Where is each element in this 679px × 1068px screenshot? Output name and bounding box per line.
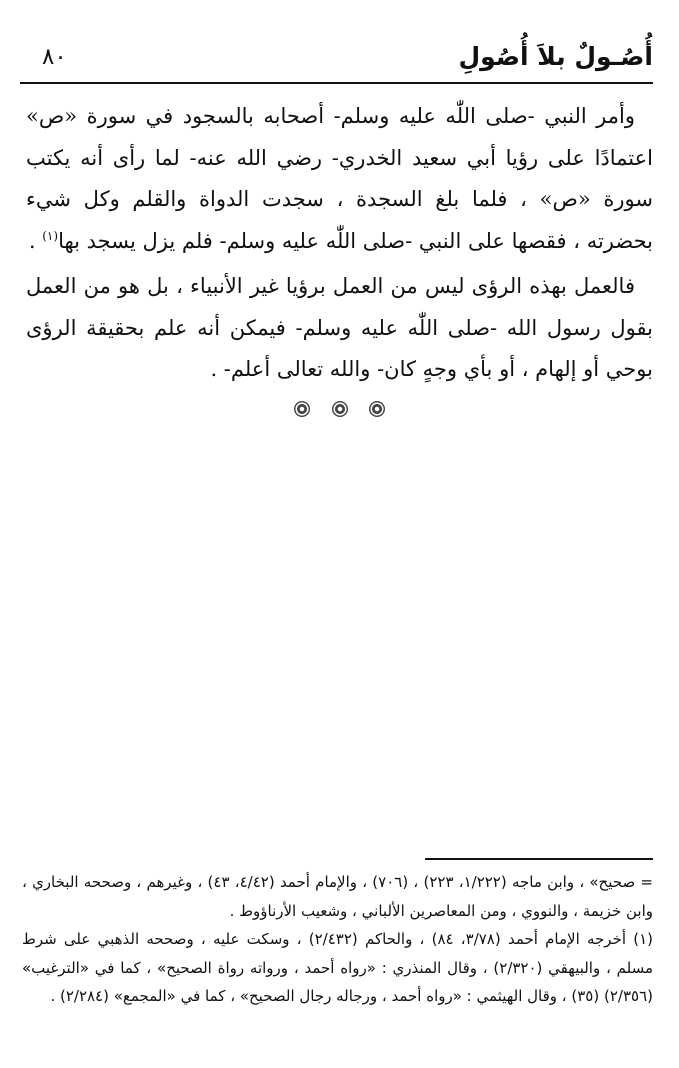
paragraph: [26, 96, 653, 262]
paragraph-text: وأمر النبي -صلى اللّٰه عليه وسلم- أصحابه بالسجود في سورة «ص» اعتمادًا على رؤيا أبي سعيد الخدري- رضي الله عنه- لما رأى أنه يكتب سورة «ص» ، فلما بلغ السجدة ، سجدت الدواة والقلم وكل شيء بحضرته ، فقصها على النبي -صلى اللّٰه عليه وسلم- فلم يزل يسجد بها: [26, 104, 653, 253]
paragraph-text: فالعمل بهذه الرؤى ليس من العمل برؤيا غير الأنبياء ، بل هو من العمل بقول رسول الله -صلى اللّٰه عليه وسلم- فيمكن أنه علم بحقيقة الرؤى بوحي أو إلهام ، أو بأي وجهٍ كان- والله تعالى أعلم- .: [26, 274, 653, 381]
section-ornament: [26, 401, 653, 422]
ornament-icon: [294, 401, 310, 417]
ornament-icon: [369, 401, 385, 417]
footnote: = صحيح» ، وابن ماجه (١/٢٢٢، ٢٢٣) ، (٧٠٦) ، والإمام أحمد (٤/٤٢، ٤٣) ، وغيرهم ، وصححه البخاري ، وابن خزيمة ، والنووي ، ومن المعاصرين الألباني ، وشعيب الأرناؤوط .: [22, 873, 653, 920]
main-text: [26, 96, 653, 422]
header-divider: [20, 82, 653, 84]
ornament-icon: [332, 401, 348, 417]
paragraph-tail: .: [28, 228, 43, 253]
footnote: (١) أخرجه الإمام أحمد (٣/٧٨، ٨٤) ، والحاكم (٢/٤٣٢) ، وسكت عليه ، وصححه الذهبي على شرط مسلم ، والبيهقي (٢/٣٢٠) ، وقال المنذري : «رواه أحمد ، ورواته رواة الصحيح» ، كما في «الترغيب» (٢/٣٥٦) (٣٥) ، وقال الهيثمي : «رواه أحمد ، ورجاله رجال الصحيح» ، كما في «المجمع» (٢/٢٨٤) .: [22, 930, 653, 1005]
footnotes: [22, 868, 653, 1011]
footnote-reference[interactable]: (١): [42, 228, 59, 243]
book-title: أُصُـولٌ بلاَ أُصُولِ: [458, 42, 653, 71]
page-number: ٨٠: [42, 44, 67, 70]
footnote-divider: [425, 858, 653, 860]
paragraph: [26, 266, 653, 391]
running-header: [20, 38, 653, 78]
